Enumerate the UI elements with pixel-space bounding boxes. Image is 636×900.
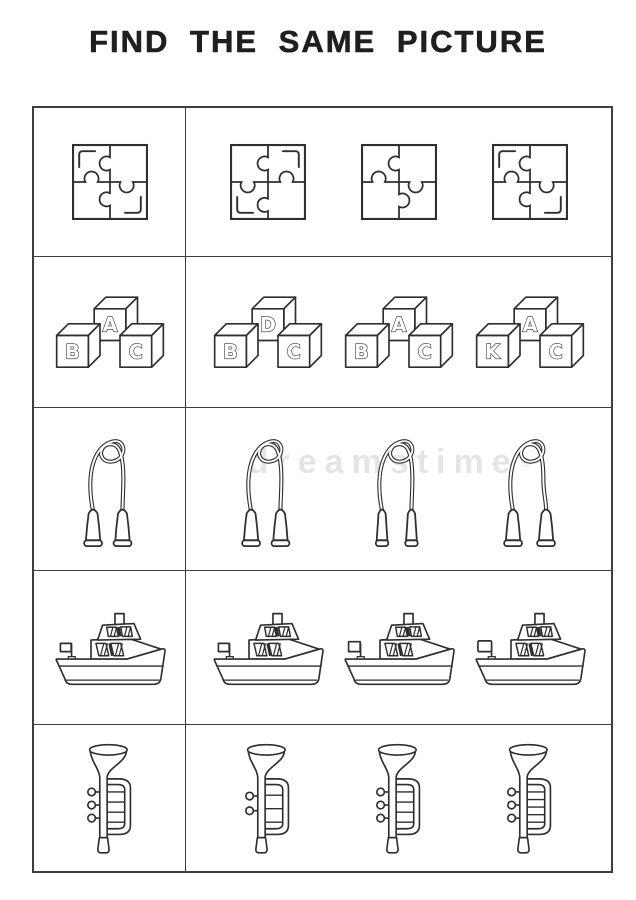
ship-choice-3[interactable] <box>468 607 592 688</box>
puzzle-choice-1[interactable] <box>224 138 312 226</box>
svg-text:K: K <box>484 340 500 364</box>
ship-icon <box>48 607 172 688</box>
svg-text:D: D <box>259 313 276 337</box>
svg-text:C: C <box>128 340 143 364</box>
svg-text:B: B <box>64 340 80 364</box>
svg-text:B: B <box>353 340 369 364</box>
target-cell-jump-rope <box>34 408 186 571</box>
trumpet-icon <box>78 738 142 859</box>
worksheet-title: FIND THE SAME PICTURE <box>89 24 547 59</box>
registered-mark-icon: ® <box>520 454 531 470</box>
target-cell-puzzle <box>34 108 186 257</box>
puzzle-table <box>32 106 613 873</box>
svg-text:B: B <box>222 340 238 364</box>
choices-cell-jump-rope <box>186 408 611 571</box>
target-cell-trumpet <box>34 725 186 871</box>
trumpet-choice-2[interactable] <box>367 738 431 859</box>
svg-text:A: A <box>102 313 117 337</box>
choices-cell-trumpet <box>186 725 611 871</box>
puzzle-choice-2[interactable] <box>355 138 443 226</box>
abc-blocks-icon <box>50 292 170 379</box>
choices-cell-puzzle <box>186 108 611 257</box>
choices-cell-ship <box>186 571 611 725</box>
jump-rope-choice-2[interactable] <box>358 427 440 552</box>
svg-text:C: C <box>417 340 432 364</box>
ship-choice-2[interactable] <box>337 607 461 688</box>
jump-rope-choice-1[interactable] <box>227 427 309 552</box>
svg-text:A: A <box>391 313 406 337</box>
puzzle-choice-3[interactable] <box>486 138 574 226</box>
blocks-choice-2[interactable] <box>339 292 459 379</box>
jump-rope-choice-3[interactable] <box>489 427 571 552</box>
target-cell-ship <box>34 571 186 725</box>
ship-choice-1[interactable] <box>206 607 330 688</box>
target-cell-blocks <box>34 257 186 408</box>
blocks-choice-3[interactable] <box>470 292 590 379</box>
trumpet-choice-1[interactable] <box>236 738 300 859</box>
puzzle-icon <box>66 138 154 226</box>
trumpet-choice-3[interactable] <box>498 738 562 859</box>
watermark-text: dreamstime <box>247 442 519 481</box>
svg-text:C: C <box>548 340 563 364</box>
svg-text:A: A <box>522 313 537 337</box>
svg-text:C: C <box>286 340 301 364</box>
choices-cell-blocks <box>186 257 611 408</box>
blocks-choice-1[interactable] <box>208 292 328 379</box>
jump-rope-icon <box>69 427 151 552</box>
